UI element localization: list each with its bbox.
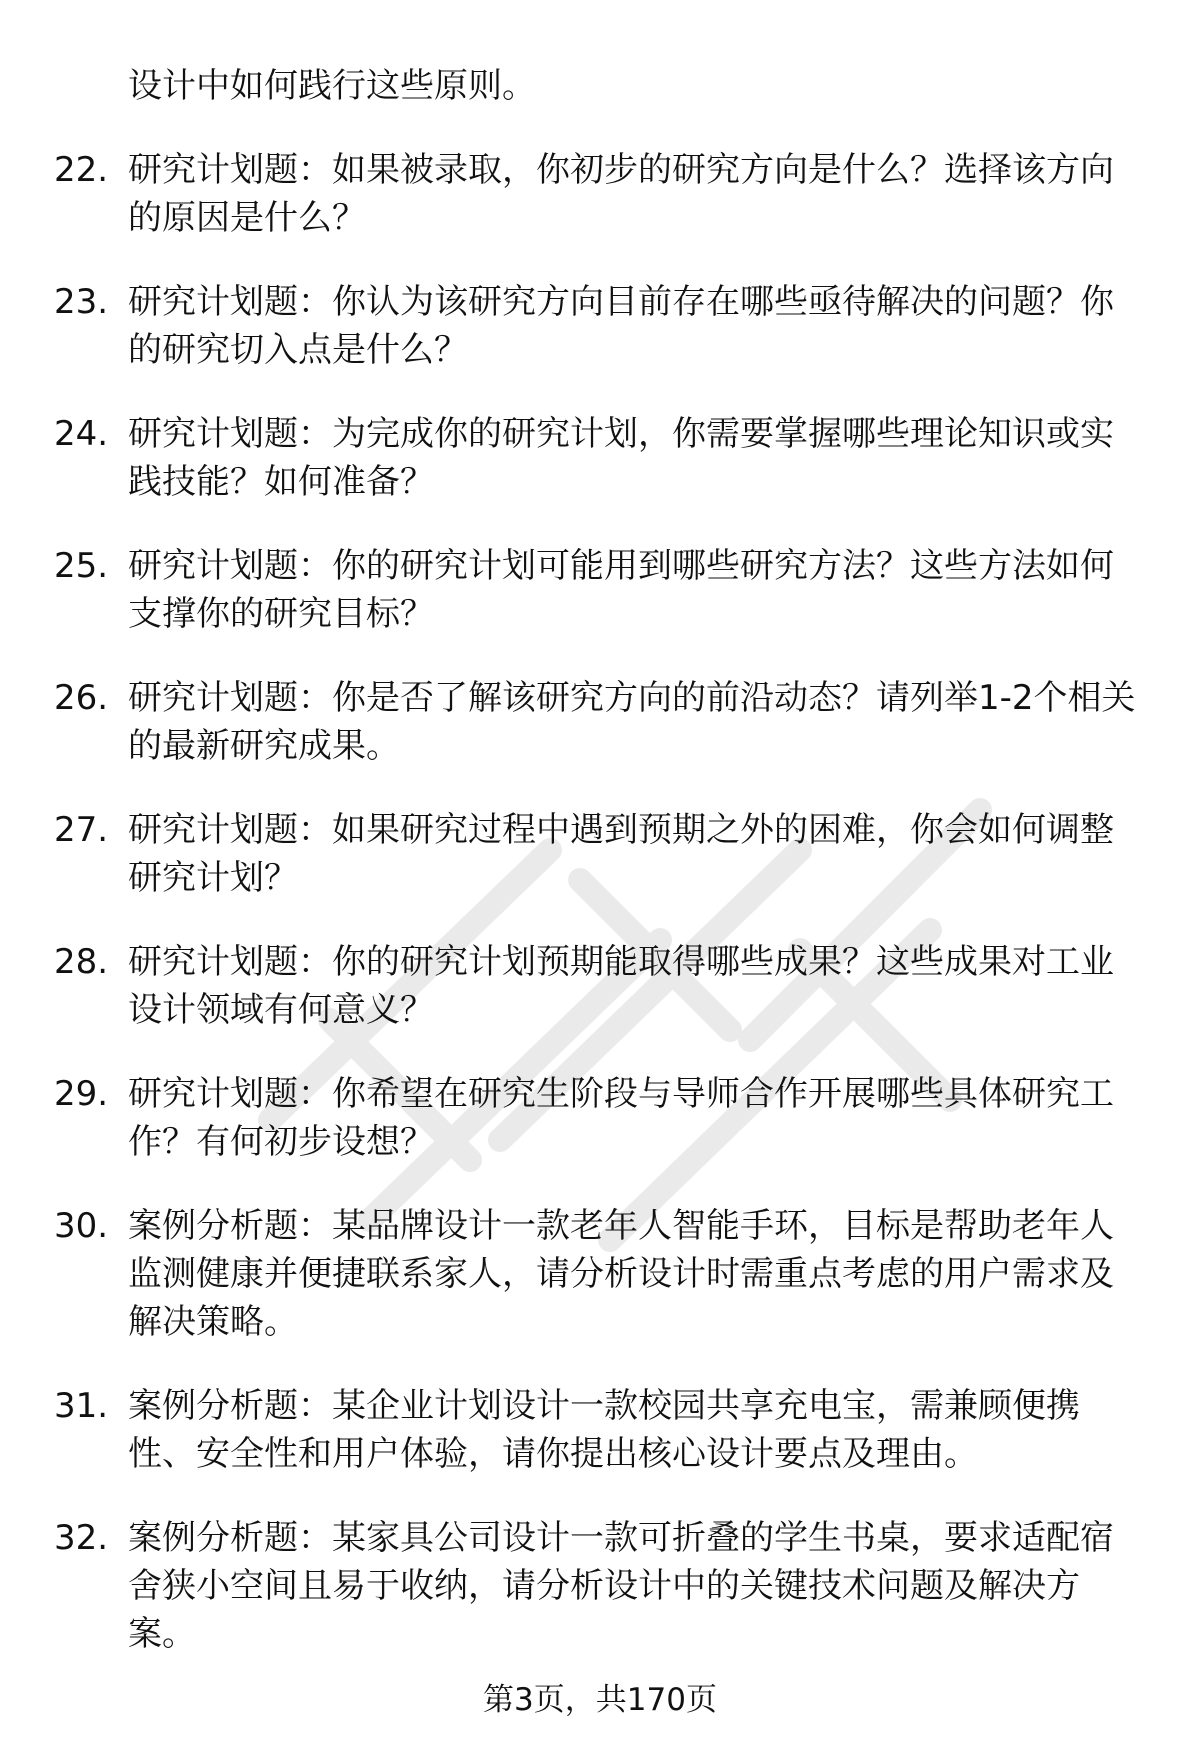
- question-item: [0, 1382, 1200, 1478]
- question-item: [0, 410, 1200, 506]
- question-text: 研究计划题：为完成你的研究计划，你需要掌握哪些理论知识或实践技能？如何准备？: [128, 414, 1114, 502]
- question-text: 研究计划题：如果被录取，你初步的研究方向是什么？选择该方向的原因是什么？: [128, 150, 1114, 238]
- question-text: 研究计划题：你的研究计划可能用到哪些研究方法？这些方法如何支撑你的研究目标？: [128, 546, 1114, 634]
- question-number: 25.: [54, 546, 109, 586]
- question-number: 22.: [54, 150, 109, 190]
- question-text: 研究计划题：你是否了解该研究方向的前沿动态？请列举1-2个相关的最新研究成果。: [128, 678, 1136, 766]
- question-text: 案例分析题：某品牌设计一款老年人智能手环，目标是帮助老年人监测健康并便捷联系家人，请分析设计时需重点考虑的用户需求及解决策略。: [128, 1206, 1114, 1342]
- question-text: 研究计划题：你的研究计划预期能取得哪些成果？这些成果对工业设计领域有何意义？: [128, 942, 1114, 1030]
- question-item: [0, 938, 1200, 1034]
- question-number: 29.: [54, 1074, 109, 1114]
- question-text: 研究计划题：你认为该研究方向目前存在哪些亟待解决的问题？你的研究切入点是什么？: [128, 282, 1114, 370]
- question-number: 27.: [54, 810, 109, 850]
- question-item: [0, 674, 1200, 770]
- question-text: 研究计划题：如果研究过程中遇到预期之外的困难，你会如何调整研究计划？: [128, 810, 1114, 898]
- question-number: 24.: [54, 414, 109, 454]
- question-number: 30.: [54, 1206, 109, 1246]
- question-item: [0, 1514, 1200, 1658]
- question-item: [0, 1202, 1200, 1346]
- question-item: [0, 1070, 1200, 1166]
- question-number: 32.: [54, 1518, 109, 1558]
- question-text: 案例分析题：某企业计划设计一款校园共享充电宝，需兼顾便携性、安全性和用户体验，请你提出核心设计要点及理由。: [128, 1386, 1080, 1474]
- question-number: 28.: [54, 942, 109, 982]
- question-item: [0, 278, 1200, 374]
- question-number: 31.: [54, 1386, 109, 1426]
- question-text: 案例分析题：某家具公司设计一款可折叠的学生书桌，要求适配宿舍狭小空间且易于收纳，请分析设计中的关键技术问题及解决方案。: [128, 1518, 1114, 1654]
- question-item: [0, 806, 1200, 902]
- continuation-text: 设计中如何践行这些原则。: [128, 66, 536, 106]
- question-list: [0, 146, 1200, 1694]
- question-number: 23.: [54, 282, 109, 322]
- question-number: 26.: [54, 678, 109, 718]
- question-text: 研究计划题：你希望在研究生阶段与导师合作开展哪些具体研究工作？有何初步设想？: [128, 1074, 1114, 1162]
- question-item: [0, 542, 1200, 638]
- page-footer: 第3页，共170页: [483, 1682, 717, 1718]
- question-item: [0, 146, 1200, 242]
